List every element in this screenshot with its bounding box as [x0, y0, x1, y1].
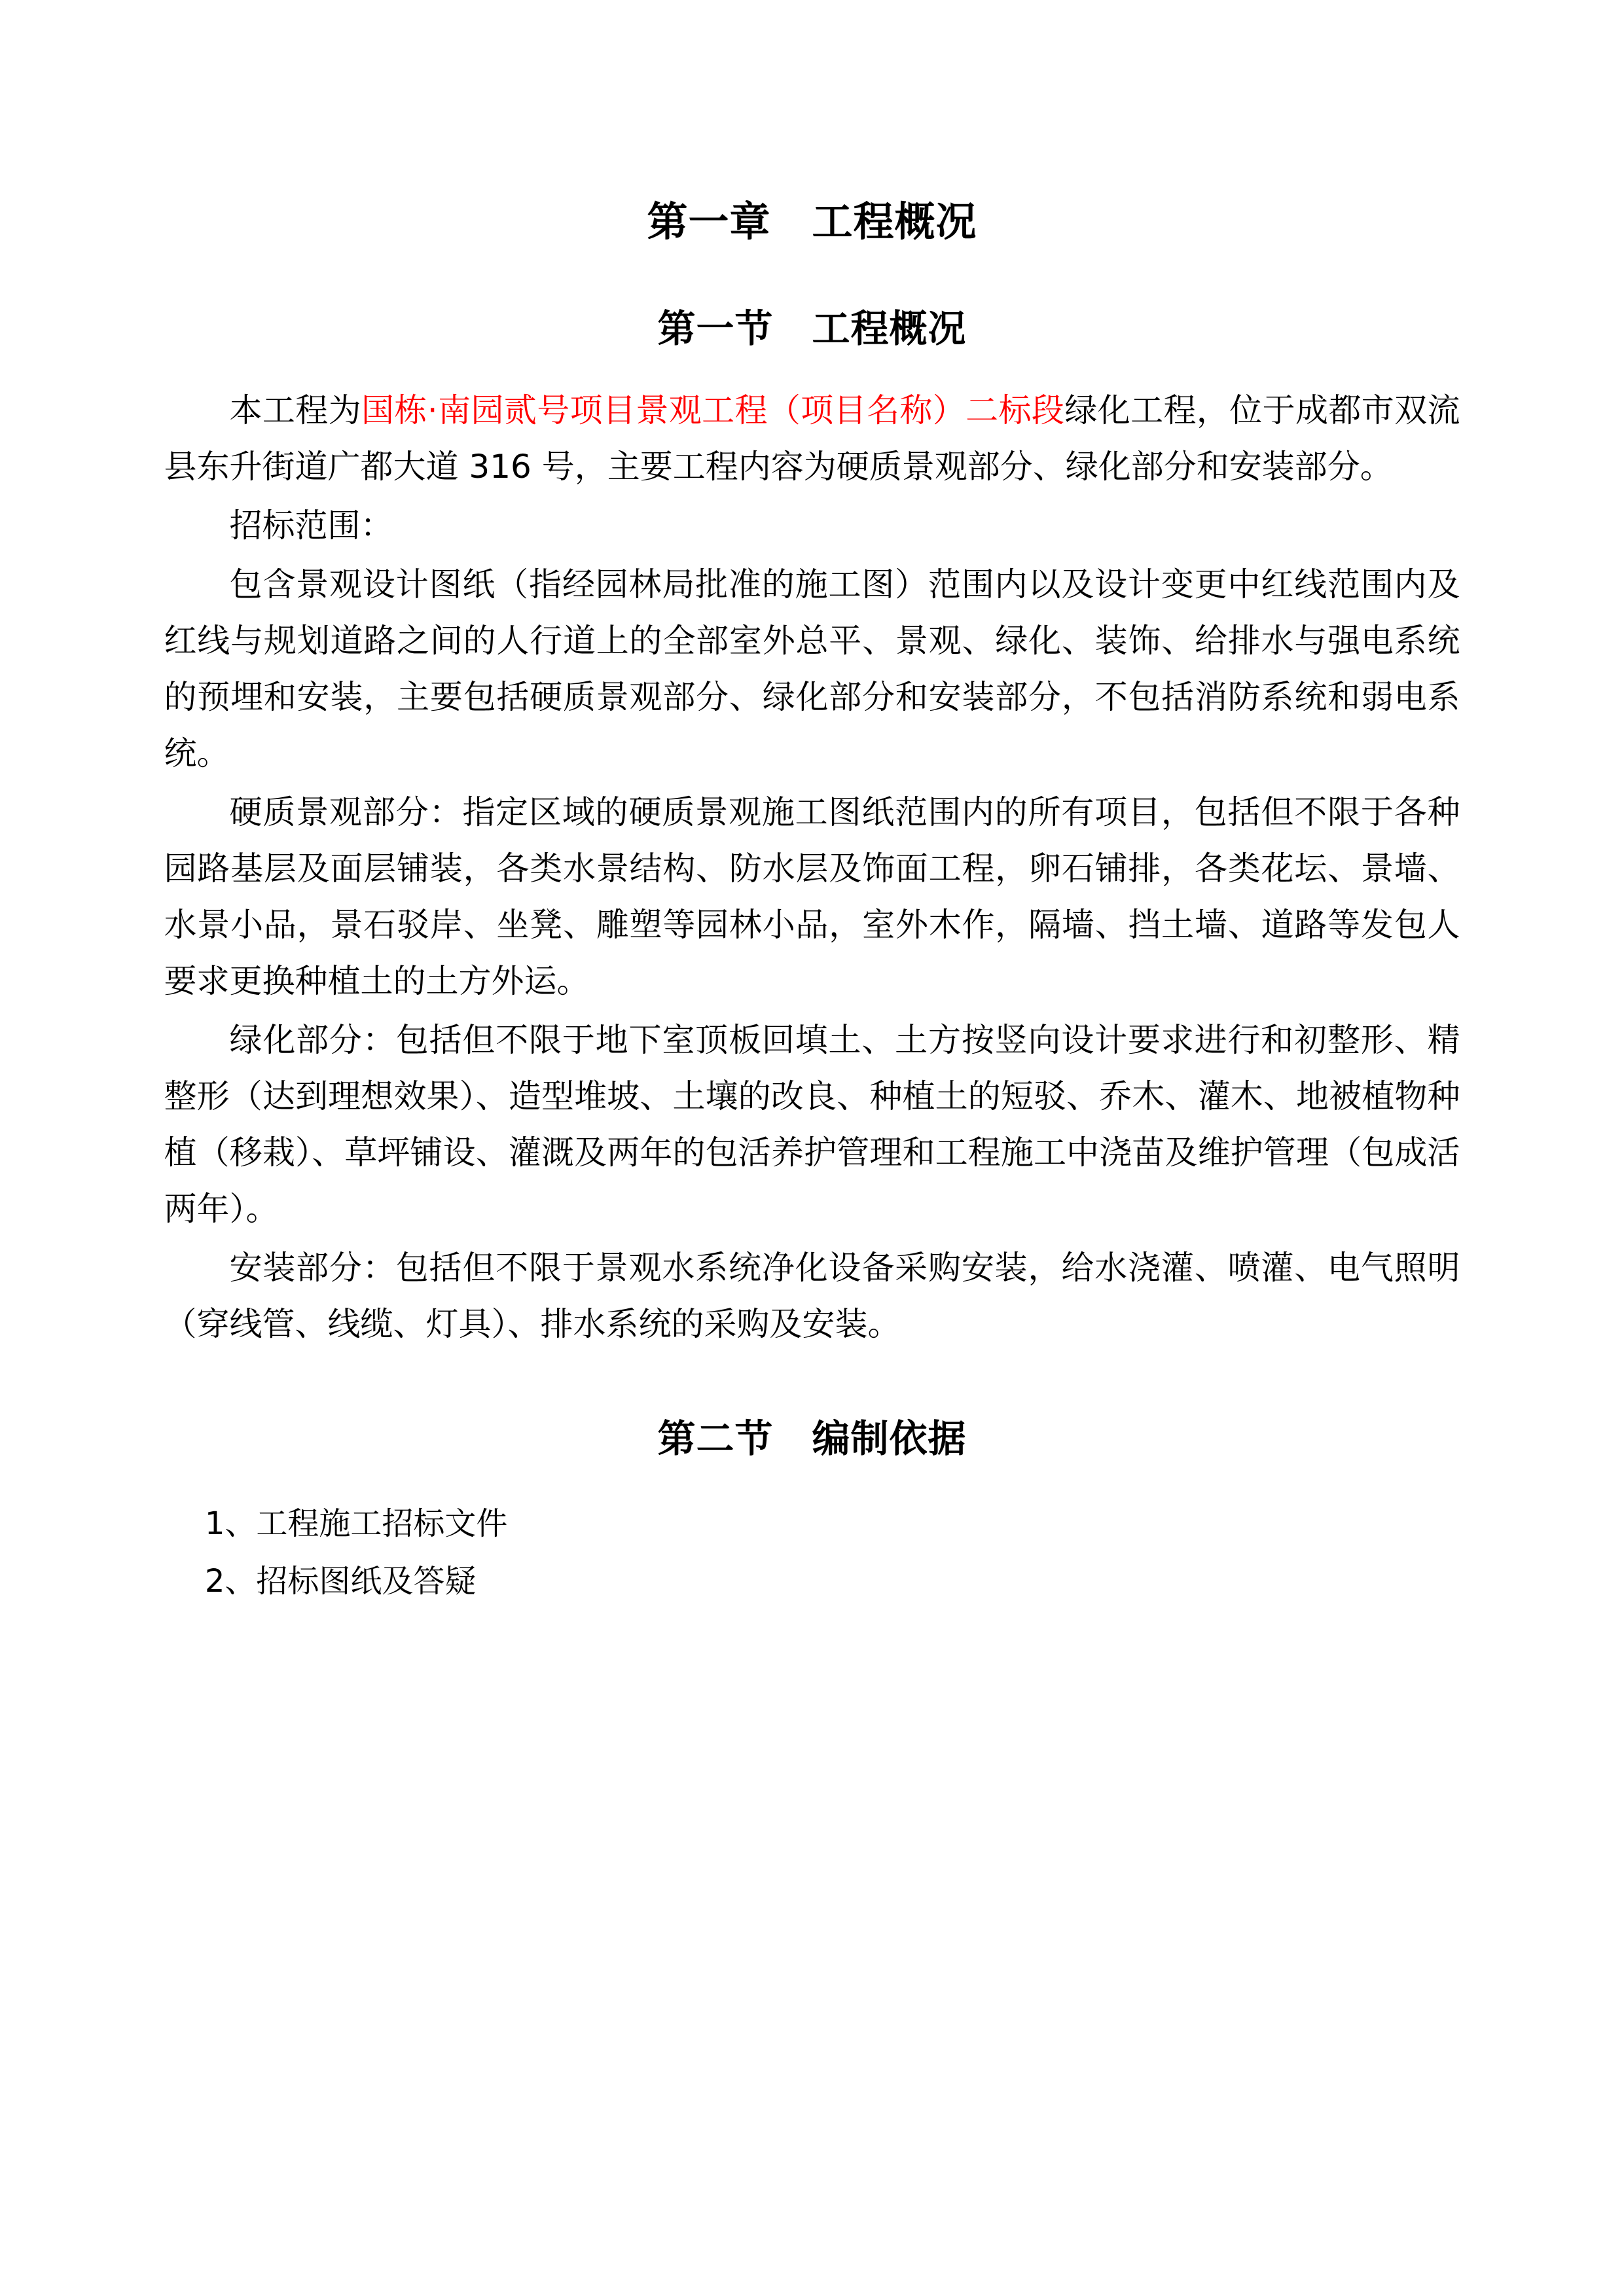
section-heading-2: 第二节 编制依据: [657, 1416, 967, 1461]
paragraph-hardscape-section: 硬质景观部分：指定区域的硬质景观施工图纸范围内的所有项目，包括但不限于各种园路基层及面层铺装，各类水景结构、防水层及饰面工程，卵石铺排，各类花坛、景墙、水景小品，景石驳岸、坐凳、雕塑等园林小品，室外木作，隔墙、挡土墙、道路等发包人要求更换种植土的土方外运。: [164, 793, 1460, 1000]
reference-basis-list: [164, 1497, 1460, 1609]
document-body: [164, 196, 1460, 1609]
paragraph-bid-scope-label: 招标范围：: [229, 507, 393, 545]
list-item: 2、招标图纸及答疑: [204, 1563, 477, 1600]
paragraph-project-overview-prefix: 本工程为: [229, 391, 362, 429]
chapter-title: 第一章 工程概况: [647, 198, 977, 245]
paragraph-project-overview-suffix: 绿化工程，位于成都市双流县东升街道广都大道 316 号，主要工程内容为硬质景观部分、绿化部分和安装部分。: [164, 391, 1460, 486]
paragraph-project-name-highlight: 国栋·南园贰号项目景观工程（项目名称）二标段: [361, 391, 1065, 429]
paragraph-installation-section: 安装部分：包括但不限于景观水系统净化设备采购安装，给水浇灌、喷灌、电气照明（穿线管、线缆、灯具）、排水系统的采购及安装。: [164, 1249, 1460, 1343]
paragraph-bid-scope-detail: 包含景观设计图纸（指经园林局批准的施工图）范围内以及设计变更中红线范围内及红线与规划道路之间的人行道上的全部室外总平、景观、绿化、装饰、给排水与强电系统的预埋和安装，主要包括硬质景观部分、绿化部分和安装部分，不包括消防系统和弱电系统。: [164, 565, 1460, 772]
paragraph-project-overview: [164, 382, 1460, 495]
paragraph-greening-section: 绿化部分：包括但不限于地下室顶板回填土、土方按竖向设计要求进行和初整形、精整形（达到理想效果）、造型堆坡、土壤的改良、种植土的短驳、乔木、灌木、地被植物种植（移栽）、草坪铺设、灌溉及两年的包活养护管理和工程施工中浇苗及维护管理（包成活两年）。: [164, 1021, 1460, 1228]
list-item: 1、工程施工招标文件: [204, 1505, 508, 1542]
section-heading-1: 第一节 工程概况: [657, 306, 967, 351]
